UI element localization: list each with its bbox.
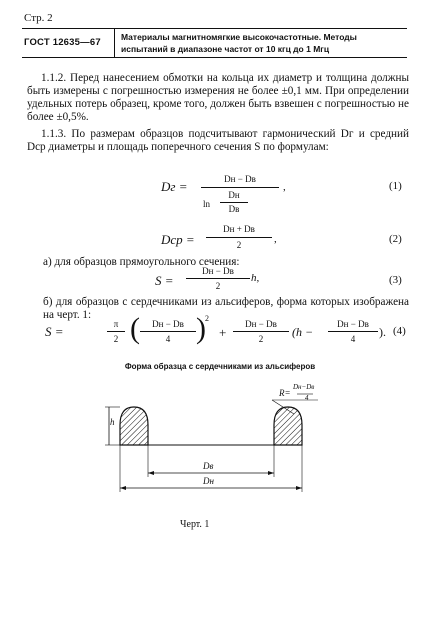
formula-1-ln: ln (203, 199, 211, 209)
left-profile-section (120, 407, 148, 445)
formula-4-term1-num: π (113, 319, 119, 329)
formula-2-fraction-line (206, 237, 272, 238)
right-profile-section (274, 407, 302, 445)
formula-1-fraction-line (201, 187, 279, 188)
dv-label: Dв (203, 461, 214, 471)
formula-1-inner-den: Dв (228, 204, 240, 214)
formula-1-inner-num: Dн (228, 190, 240, 200)
paragraph-1-1-3: 1.1.3. По размерам образцов подсчитывают гармонический Dг и средний Dср диаметры и площадь поперечного сечения S по формулам: (27, 128, 409, 153)
dn-label: Dн (203, 476, 214, 486)
formula-4-term1-line (107, 331, 125, 332)
formula-1-numerator: Dн − Dв (224, 174, 256, 184)
dv-arrow-left (148, 471, 154, 475)
formula-3-lhs: S = (155, 273, 174, 288)
formula-4-term3-num: Dн − Dв (245, 319, 277, 329)
formula-4-term2-num: Dн − Dв (152, 319, 184, 329)
standard-code: ГОСТ 12635—67 (24, 37, 101, 48)
formula-4-h-term: (h − (292, 325, 314, 339)
formula-2-denominator: 2 (236, 240, 242, 250)
formula-4-plus: + (219, 325, 227, 340)
formula-4-term1-den: 2 (113, 334, 119, 344)
header-divider (114, 29, 115, 57)
h-label: h (110, 417, 115, 427)
formula-1-tail: , (283, 181, 286, 193)
formula-4-term4-line (328, 331, 378, 332)
formula-3-fraction-line (186, 278, 250, 279)
radius-label: R= (279, 388, 291, 398)
case-a-text: а) для образцов прямоугольного сечения: (43, 256, 240, 268)
formula-1-number: (1) (389, 180, 402, 192)
formula-4-term2-line (140, 331, 196, 332)
formula-2-lhs: Dср = (161, 232, 195, 247)
formula-4-term3-line (233, 331, 289, 332)
standard-title: Материалы магнитномягкие высокочастотные. Методы испытаний в диапазоне частот от 10 кгц до 1 Мгц (121, 32, 357, 54)
formula-1-lhs: Dг = (161, 179, 188, 194)
formula-4-right-paren: ) (196, 312, 206, 345)
dn-arrow-left (120, 486, 126, 490)
formula-3-numerator: Dн − Dв (202, 266, 234, 276)
dn-arrow-right (296, 486, 302, 490)
formula-4-lhs: S = (45, 324, 64, 339)
formula-2-tail: , (274, 233, 277, 245)
figure-caption: Форма образца с сердечниками из альсиферов (124, 362, 316, 371)
formula-4-term4-den: 4 (350, 334, 356, 344)
formula-4-term4-num: Dн − Dв (337, 319, 369, 329)
radius-numerator: Dн−Dв (293, 383, 315, 391)
formula-4-number: (4) (393, 325, 406, 337)
page-number: Стр. 2 (24, 12, 53, 24)
formula-4-term3-den: 2 (258, 334, 264, 344)
formula-4-square: 2 (205, 314, 209, 323)
formula-2-numerator: Dн + Dв (223, 224, 255, 234)
formula-4-term2-den: 4 (165, 334, 171, 344)
specimen-cross-section-drawing (90, 380, 350, 510)
formula-3-tail: h, (251, 272, 260, 284)
case-b-text: б) для образцов с сердечниками из альсиферов, форма которых изображена на черт. 1: (43, 296, 409, 321)
dv-arrow-right (268, 471, 274, 475)
chart-label: Черт. 1 (180, 519, 210, 530)
document-header (22, 28, 407, 58)
formula-1-inner-line (220, 202, 248, 203)
paragraph-1-1-2: 1.1.2. Перед нанесением обмотки на кольца их диаметр и толщина должны быть измерены с погрешностью измерения не более ±0,1 мм. При определении удельных потерь образец, кроме того, должен быть взвешен с погрешностью не более ±0,5%. (27, 72, 409, 123)
formula-4-left-paren: ( (130, 312, 140, 345)
radius-denominator: 4 (305, 394, 309, 402)
formula-3-number: (3) (389, 274, 402, 286)
formula-3-denominator: 2 (215, 281, 221, 291)
formula-2-number: (2) (389, 233, 402, 245)
formula-4-close: ). (379, 325, 386, 339)
